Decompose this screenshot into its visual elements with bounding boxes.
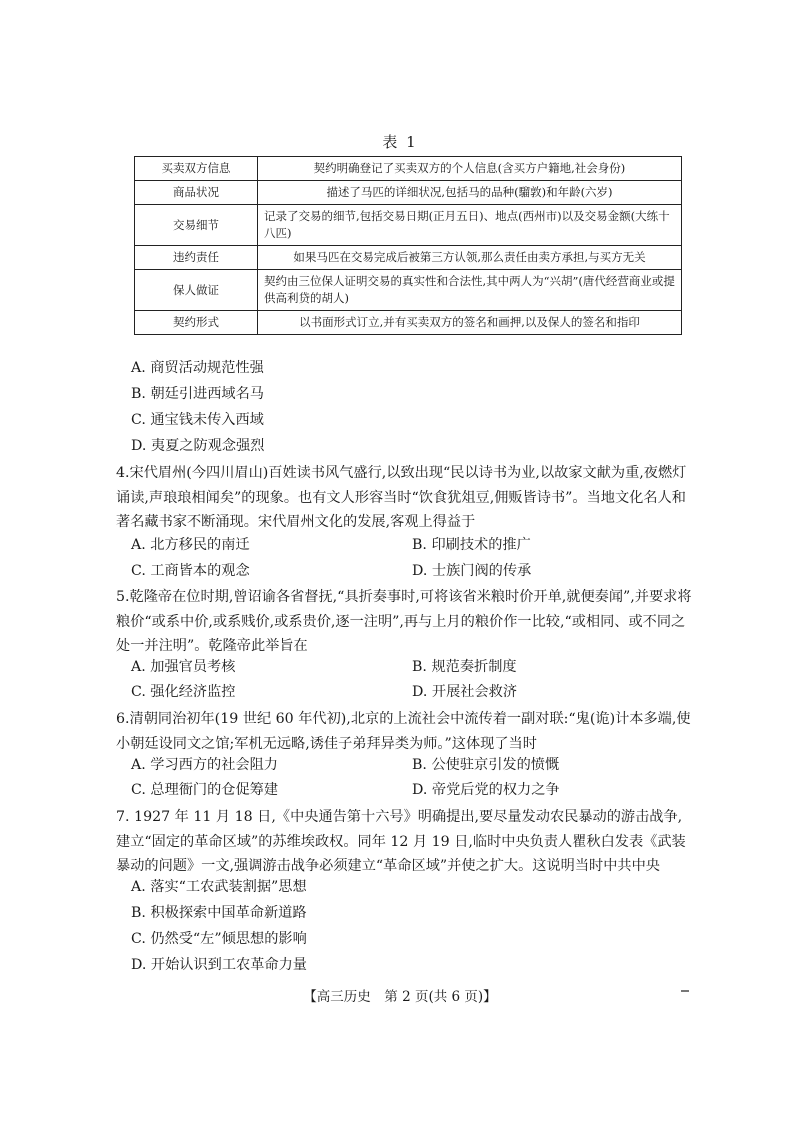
q3-option-c: C. 通宝钱未传入西域 xyxy=(131,412,264,428)
table-row xyxy=(135,270,682,311)
q5-option-a: A. 加强官员考核 xyxy=(131,659,236,675)
q4-stem: 4.宋代眉州(今四川眉山)百姓读书风气盛行,以致出现“民以诗书为业,以故家文献为重,夜燃灯诵读,声琅琅相闻矣”的现象。也有文人形容当时“饮食犹俎豆,佣贩皆诗书”。当地文化名人和著名藏书家不断涌现。宋代眉州文化的发展,客观上得益于 xyxy=(116,465,687,530)
page-footer: 【高三历史 第 2 页(共 6 页)】 xyxy=(303,989,497,1005)
q5-stem: 5.乾隆帝在位时期,曾诏谕各省督抚,“具折奏事时,可将该省米粮时价开单,就便奏闻”,并要求将粮价“或系中价,或系贱价,或系贵价,逐一注明”,再与上月的粮价作一比较,“或相同、或不同之处一并注明”。乾隆帝此举旨在 xyxy=(116,589,692,654)
row-content: 如果马匹在交易完成后被第三方认领,那么责任由卖方承担,与买方无关 xyxy=(258,246,682,270)
q5-option-b: B. 规范奏折制度 xyxy=(412,659,517,675)
q4-option-d: D. 士族门阀的传承 xyxy=(412,563,532,579)
row-content: 记录了交易的细节,包括交易日期(正月五日)、地点(西州市)以及交易金额(大练十八匹) xyxy=(258,205,682,246)
q7-option-b: B. 积极探索中国革命新道路 xyxy=(131,905,307,921)
table-row xyxy=(135,181,682,205)
q7-option-d: D. 开始认识到工农革命力量 xyxy=(131,957,307,973)
q3-option-a: A. 商贸活动规范性强 xyxy=(131,360,264,376)
q7-stem: 7. 1927 年 11 月 18 日,《中央通告第十六号》明确提出,要尽量发动农民暴动的游击战争,建立“固定的革命区域”的苏维埃政权。同年 12 月 19 日,临时中央负责人瞿秋白发表《武装暴动的问题》一文,强调游击战争必须建立“革命区域”并使之扩大。这说明当时中共中央 xyxy=(116,809,686,874)
q5-option-c: C. 强化经济监控 xyxy=(131,684,236,700)
q5-option-d: D. 开展社会救济 xyxy=(412,684,518,700)
row-label: 保人做证 xyxy=(135,270,258,311)
row-content: 契约由三位保人证明交易的真实性和合法性,其中两人为“兴胡”(唐代经营商业或提供高利贷的胡人) xyxy=(258,270,682,311)
q6-option-d: D. 帝党后党的权力之争 xyxy=(412,782,560,798)
row-label: 商品状况 xyxy=(135,181,258,205)
contract-table xyxy=(134,156,682,335)
q7-option-c: C. 仍然受“左”倾思想的影响 xyxy=(131,931,307,947)
table-row xyxy=(135,157,682,181)
table-row xyxy=(135,246,682,270)
row-label: 交易细节 xyxy=(135,205,258,246)
row-label: 违约责任 xyxy=(135,246,258,270)
q4-option-c: C. 工商皆本的观念 xyxy=(131,563,250,579)
row-content: 以书面形式订立,并有买卖双方的签名和画押,以及保人的签名和指印 xyxy=(258,311,682,335)
scan-mark xyxy=(681,990,689,992)
q4-option-b: B. 印刷技术的推广 xyxy=(412,537,531,553)
q6-option-a: A. 学习西方的社会阻力 xyxy=(131,757,278,773)
q6-option-b: B. 公使驻京引发的愤慨 xyxy=(412,757,560,773)
q3-option-d: D. 夷夏之防观念强烈 xyxy=(131,438,265,454)
q6-option-c: C. 总理衙门的仓促筹建 xyxy=(131,782,279,798)
q6-stem: 6.清朝同治初年(19 世纪 60 年代初),北京的上流社会中流传着一副对联:“鬼(诡)计本多端,使小朝廷设同文之馆;军机无远略,诱佳子弟拜异类为师。”这体现了当时 xyxy=(116,711,691,752)
row-content: 描述了马匹的详细状况,包括马的品种(騮敦)和年龄(六岁) xyxy=(258,181,682,205)
table-row xyxy=(135,205,682,246)
table-row xyxy=(135,311,682,335)
q7-option-a: A. 落实“工农武装割据”思想 xyxy=(131,879,307,895)
q3-option-b: B. 朝廷引进西域名马 xyxy=(131,386,264,402)
q4-option-a: A. 北方移民的南迁 xyxy=(131,537,250,553)
row-label: 买卖双方信息 xyxy=(135,157,258,181)
row-content: 契约明确登记了买卖双方的个人信息(含买方户籍地,社会身份) xyxy=(258,157,682,181)
table-title: 表 1 xyxy=(382,133,418,151)
row-label: 契约形式 xyxy=(135,311,258,335)
